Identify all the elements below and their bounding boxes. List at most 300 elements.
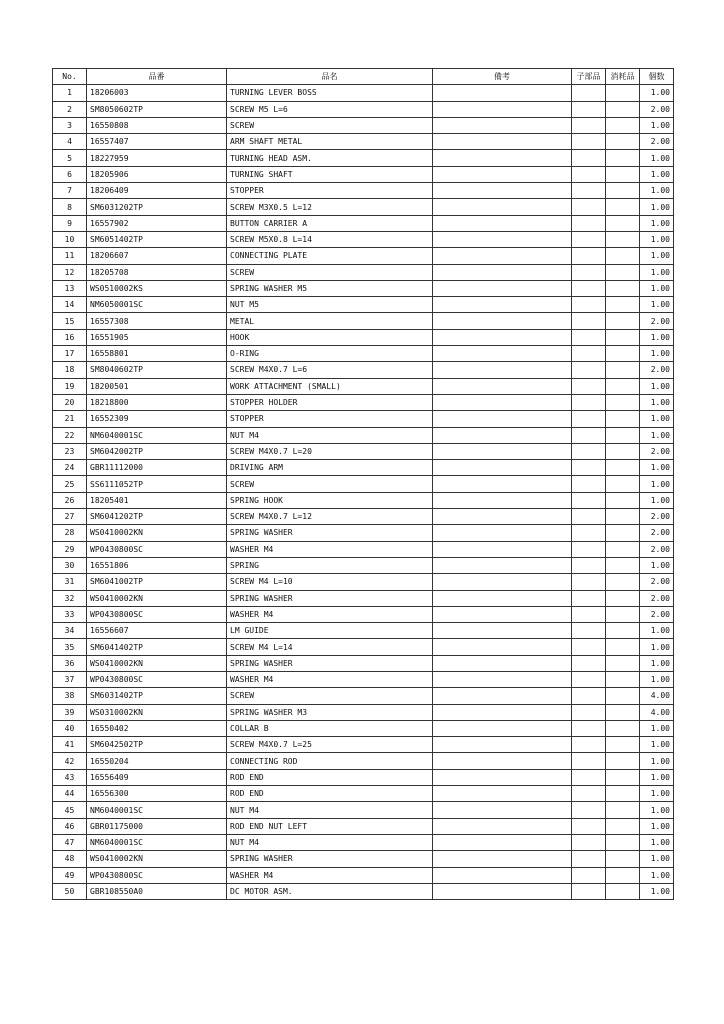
cell-part-name: SCREW M4X0.7 L=12	[227, 509, 433, 525]
cell-remarks	[433, 786, 572, 802]
cell-remarks	[433, 851, 572, 867]
table-row	[53, 362, 674, 378]
cell-quantity: 2.00	[640, 313, 674, 329]
cell-consumable	[606, 150, 640, 166]
cell-no: 36	[53, 655, 87, 671]
cell-part-number: 16556300	[87, 786, 227, 802]
cell-remarks	[433, 704, 572, 720]
cell-quantity: 2.00	[640, 590, 674, 606]
cell-consumable	[606, 264, 640, 280]
cell-consumable	[606, 215, 640, 231]
cell-quantity: 2.00	[640, 525, 674, 541]
cell-quantity: 1.00	[640, 460, 674, 476]
cell-remarks	[433, 867, 572, 883]
header-remarks: 備考	[433, 69, 572, 85]
cell-quantity: 1.00	[640, 867, 674, 883]
cell-part-number: SM6031402TP	[87, 688, 227, 704]
cell-no: 26	[53, 492, 87, 508]
cell-quantity: 1.00	[640, 411, 674, 427]
cell-child-part	[572, 802, 606, 818]
cell-part-number: SM8050602TP	[87, 101, 227, 117]
cell-child-part	[572, 867, 606, 883]
cell-quantity: 2.00	[640, 443, 674, 459]
table-row	[53, 834, 674, 850]
cell-quantity: 1.00	[640, 639, 674, 655]
cell-part-number: 18200501	[87, 378, 227, 394]
cell-part-number: WS0410002KN	[87, 525, 227, 541]
cell-part-number: WP0430800SC	[87, 671, 227, 687]
cell-consumable	[606, 818, 640, 834]
table-row	[53, 557, 674, 573]
cell-quantity: 2.00	[640, 362, 674, 378]
cell-part-name: SPRING WASHER	[227, 525, 433, 541]
cell-child-part	[572, 606, 606, 622]
cell-part-name: SCREW M5X0.8 L=14	[227, 231, 433, 247]
cell-consumable	[606, 834, 640, 850]
cell-part-name: ROD END NUT LEFT	[227, 818, 433, 834]
cell-part-name: SPRING WASHER	[227, 590, 433, 606]
cell-quantity: 1.00	[640, 818, 674, 834]
cell-child-part	[572, 509, 606, 525]
cell-remarks	[433, 264, 572, 280]
cell-remarks	[433, 231, 572, 247]
cell-child-part	[572, 231, 606, 247]
cell-part-name: SCREW M4X0.7 L=20	[227, 443, 433, 459]
cell-quantity: 4.00	[640, 688, 674, 704]
cell-consumable	[606, 183, 640, 199]
cell-part-name: NUT M4	[227, 834, 433, 850]
cell-quantity: 1.00	[640, 280, 674, 296]
cell-remarks	[433, 720, 572, 736]
cell-consumable	[606, 443, 640, 459]
table-row	[53, 867, 674, 883]
cell-consumable	[606, 231, 640, 247]
table-row	[53, 802, 674, 818]
cell-remarks	[433, 639, 572, 655]
cell-quantity: 1.00	[640, 753, 674, 769]
table-row	[53, 394, 674, 410]
cell-quantity: 1.00	[640, 492, 674, 508]
cell-part-number: 18206409	[87, 183, 227, 199]
cell-part-name: SCREW M3X0.5 L=12	[227, 199, 433, 215]
cell-part-number: 18227959	[87, 150, 227, 166]
cell-child-part	[572, 704, 606, 720]
cell-part-name: BUTTON CARRIER A	[227, 215, 433, 231]
cell-quantity: 1.00	[640, 737, 674, 753]
cell-child-part	[572, 541, 606, 557]
cell-consumable	[606, 720, 640, 736]
cell-remarks	[433, 460, 572, 476]
cell-part-name: CONNECTING ROD	[227, 753, 433, 769]
table-row	[53, 443, 674, 459]
cell-part-number: WP0430800SC	[87, 541, 227, 557]
cell-quantity: 1.00	[640, 394, 674, 410]
cell-no: 48	[53, 851, 87, 867]
table-row	[53, 786, 674, 802]
header-part-name: 品名	[227, 69, 433, 85]
cell-no: 31	[53, 574, 87, 590]
cell-child-part	[572, 623, 606, 639]
cell-part-number: GBR01175000	[87, 818, 227, 834]
cell-no: 39	[53, 704, 87, 720]
cell-quantity: 1.00	[640, 199, 674, 215]
cell-child-part	[572, 786, 606, 802]
cell-no: 7	[53, 183, 87, 199]
cell-remarks	[433, 313, 572, 329]
cell-quantity: 1.00	[640, 346, 674, 362]
cell-quantity: 1.00	[640, 557, 674, 573]
cell-part-number: 16550204	[87, 753, 227, 769]
cell-part-name: METAL	[227, 313, 433, 329]
cell-part-name: SCREW M4X0.7 L=25	[227, 737, 433, 753]
table-row	[53, 753, 674, 769]
cell-consumable	[606, 753, 640, 769]
cell-part-name: SCREW M4X0.7 L=6	[227, 362, 433, 378]
cell-part-name: NUT M4	[227, 802, 433, 818]
cell-no: 40	[53, 720, 87, 736]
cell-remarks	[433, 883, 572, 899]
cell-consumable	[606, 802, 640, 818]
cell-no: 6	[53, 166, 87, 182]
parts-list-table	[52, 68, 674, 900]
cell-no: 33	[53, 606, 87, 622]
cell-no: 29	[53, 541, 87, 557]
cell-no: 50	[53, 883, 87, 899]
table-row	[53, 720, 674, 736]
cell-remarks	[433, 737, 572, 753]
table-row	[53, 574, 674, 590]
cell-child-part	[572, 443, 606, 459]
cell-part-number: 18206003	[87, 85, 227, 101]
cell-remarks	[433, 346, 572, 362]
cell-part-name: STOPPER	[227, 411, 433, 427]
cell-no: 16	[53, 329, 87, 345]
cell-part-name: SCREW	[227, 476, 433, 492]
cell-part-name: NUT M4	[227, 427, 433, 443]
cell-part-number: 16557902	[87, 215, 227, 231]
cell-consumable	[606, 786, 640, 802]
cell-part-name: SCREW M4 L=14	[227, 639, 433, 655]
cell-child-part	[572, 280, 606, 296]
table-row	[53, 590, 674, 606]
cell-quantity: 1.00	[640, 117, 674, 133]
cell-quantity: 1.00	[640, 183, 674, 199]
table-row	[53, 541, 674, 557]
table-row	[53, 688, 674, 704]
cell-child-part	[572, 394, 606, 410]
cell-remarks	[433, 443, 572, 459]
cell-no: 38	[53, 688, 87, 704]
cell-part-name: STOPPER HOLDER	[227, 394, 433, 410]
table-row	[53, 671, 674, 687]
table-row	[53, 313, 674, 329]
table-row	[53, 851, 674, 867]
cell-no: 10	[53, 231, 87, 247]
cell-remarks	[433, 248, 572, 264]
cell-part-name: DRIVING ARM	[227, 460, 433, 476]
cell-quantity: 1.00	[640, 671, 674, 687]
cell-part-number: NM6050001SC	[87, 297, 227, 313]
cell-remarks	[433, 753, 572, 769]
cell-child-part	[572, 557, 606, 573]
cell-quantity: 1.00	[640, 248, 674, 264]
cell-quantity: 2.00	[640, 606, 674, 622]
cell-child-part	[572, 851, 606, 867]
cell-no: 4	[53, 134, 87, 150]
cell-remarks	[433, 655, 572, 671]
cell-no: 47	[53, 834, 87, 850]
cell-consumable	[606, 394, 640, 410]
cell-consumable	[606, 329, 640, 345]
table-row	[53, 183, 674, 199]
cell-quantity: 2.00	[640, 541, 674, 557]
cell-consumable	[606, 411, 640, 427]
cell-remarks	[433, 557, 572, 573]
cell-part-number: SS6111052TP	[87, 476, 227, 492]
cell-child-part	[572, 883, 606, 899]
cell-child-part	[572, 297, 606, 313]
cell-part-number: 16550808	[87, 117, 227, 133]
cell-part-name: TURNING HEAD ASM.	[227, 150, 433, 166]
cell-child-part	[572, 671, 606, 687]
cell-consumable	[606, 248, 640, 264]
cell-child-part	[572, 769, 606, 785]
table-row	[53, 248, 674, 264]
cell-child-part	[572, 818, 606, 834]
cell-no: 32	[53, 590, 87, 606]
cell-remarks	[433, 574, 572, 590]
cell-child-part	[572, 329, 606, 345]
cell-part-name: TURNING LEVER BOSS	[227, 85, 433, 101]
cell-remarks	[433, 525, 572, 541]
cell-part-number: 16557308	[87, 313, 227, 329]
cell-no: 30	[53, 557, 87, 573]
cell-remarks	[433, 476, 572, 492]
cell-remarks	[433, 818, 572, 834]
table-row	[53, 329, 674, 345]
cell-child-part	[572, 346, 606, 362]
cell-part-number: SM6031202TP	[87, 199, 227, 215]
cell-quantity: 1.00	[640, 802, 674, 818]
cell-no: 37	[53, 671, 87, 687]
cell-no: 41	[53, 737, 87, 753]
cell-child-part	[572, 166, 606, 182]
cell-child-part	[572, 264, 606, 280]
cell-consumable	[606, 280, 640, 296]
cell-no: 22	[53, 427, 87, 443]
cell-part-number: SM6041402TP	[87, 639, 227, 655]
cell-quantity: 4.00	[640, 704, 674, 720]
cell-part-number: WS0510002KS	[87, 280, 227, 296]
cell-remarks	[433, 427, 572, 443]
cell-consumable	[606, 346, 640, 362]
table-row	[53, 101, 674, 117]
cell-consumable	[606, 688, 640, 704]
cell-remarks	[433, 769, 572, 785]
table-row	[53, 411, 674, 427]
cell-part-number: NM6040001SC	[87, 834, 227, 850]
cell-remarks	[433, 150, 572, 166]
header-consumable: 消耗品	[606, 69, 640, 85]
cell-consumable	[606, 85, 640, 101]
cell-consumable	[606, 606, 640, 622]
cell-remarks	[433, 117, 572, 133]
cell-child-part	[572, 525, 606, 541]
cell-quantity: 1.00	[640, 476, 674, 492]
table-row	[53, 737, 674, 753]
cell-no: 17	[53, 346, 87, 362]
table-row	[53, 509, 674, 525]
cell-part-number: 16556409	[87, 769, 227, 785]
table-row	[53, 818, 674, 834]
cell-no: 2	[53, 101, 87, 117]
cell-child-part	[572, 183, 606, 199]
cell-no: 45	[53, 802, 87, 818]
table-row	[53, 264, 674, 280]
cell-consumable	[606, 297, 640, 313]
cell-child-part	[572, 101, 606, 117]
cell-quantity: 1.00	[640, 215, 674, 231]
cell-part-number: 18205906	[87, 166, 227, 182]
table-row	[53, 199, 674, 215]
cell-no: 9	[53, 215, 87, 231]
table-row	[53, 280, 674, 296]
cell-part-name: ROD END	[227, 786, 433, 802]
cell-part-number: 16557407	[87, 134, 227, 150]
table-row	[53, 215, 674, 231]
cell-quantity: 1.00	[640, 834, 674, 850]
cell-no: 43	[53, 769, 87, 785]
cell-part-number: WS0410002KN	[87, 851, 227, 867]
cell-part-number: SM6041002TP	[87, 574, 227, 590]
cell-no: 12	[53, 264, 87, 280]
cell-no: 35	[53, 639, 87, 655]
cell-part-number: 16556607	[87, 623, 227, 639]
cell-remarks	[433, 378, 572, 394]
cell-quantity: 1.00	[640, 297, 674, 313]
table-row	[53, 492, 674, 508]
cell-no: 1	[53, 85, 87, 101]
cell-quantity: 1.00	[640, 769, 674, 785]
cell-consumable	[606, 867, 640, 883]
cell-quantity: 1.00	[640, 623, 674, 639]
cell-part-name: O-RING	[227, 346, 433, 362]
cell-remarks	[433, 85, 572, 101]
cell-child-part	[572, 460, 606, 476]
cell-remarks	[433, 362, 572, 378]
table-row	[53, 460, 674, 476]
cell-part-name: STOPPER	[227, 183, 433, 199]
cell-no: 27	[53, 509, 87, 525]
cell-child-part	[572, 117, 606, 133]
cell-remarks	[433, 606, 572, 622]
cell-remarks	[433, 199, 572, 215]
cell-consumable	[606, 704, 640, 720]
cell-part-name: NUT M5	[227, 297, 433, 313]
cell-no: 23	[53, 443, 87, 459]
cell-part-name: SPRING WASHER M5	[227, 280, 433, 296]
cell-part-name: LM GUIDE	[227, 623, 433, 639]
table-header-row	[53, 69, 674, 85]
table-row	[53, 639, 674, 655]
cell-consumable	[606, 639, 640, 655]
cell-part-name: WASHER M4	[227, 606, 433, 622]
cell-quantity: 1.00	[640, 378, 674, 394]
cell-part-number: GBR11112000	[87, 460, 227, 476]
cell-consumable	[606, 476, 640, 492]
cell-child-part	[572, 492, 606, 508]
header-part-number: 品番	[87, 69, 227, 85]
cell-part-name: SCREW M5 L=6	[227, 101, 433, 117]
cell-no: 44	[53, 786, 87, 802]
table-row	[53, 166, 674, 182]
cell-part-number: 18205708	[87, 264, 227, 280]
cell-consumable	[606, 166, 640, 182]
cell-remarks	[433, 101, 572, 117]
cell-quantity: 1.00	[640, 166, 674, 182]
table-row	[53, 150, 674, 166]
cell-part-name: SPRING	[227, 557, 433, 573]
table-row	[53, 231, 674, 247]
cell-child-part	[572, 199, 606, 215]
cell-consumable	[606, 313, 640, 329]
cell-consumable	[606, 655, 640, 671]
cell-part-name: ROD END	[227, 769, 433, 785]
cell-no: 19	[53, 378, 87, 394]
cell-consumable	[606, 199, 640, 215]
cell-child-part	[572, 753, 606, 769]
cell-remarks	[433, 215, 572, 231]
cell-quantity: 2.00	[640, 134, 674, 150]
cell-no: 25	[53, 476, 87, 492]
cell-child-part	[572, 411, 606, 427]
cell-child-part	[572, 639, 606, 655]
table-row	[53, 346, 674, 362]
cell-no: 13	[53, 280, 87, 296]
cell-part-number: 16550402	[87, 720, 227, 736]
table-row	[53, 525, 674, 541]
cell-part-number: SM6042502TP	[87, 737, 227, 753]
table-row	[53, 769, 674, 785]
cell-child-part	[572, 85, 606, 101]
cell-part-number: WP0430800SC	[87, 606, 227, 622]
cell-child-part	[572, 737, 606, 753]
cell-consumable	[606, 134, 640, 150]
cell-child-part	[572, 313, 606, 329]
cell-quantity: 1.00	[640, 85, 674, 101]
cell-no: 49	[53, 867, 87, 883]
cell-remarks	[433, 541, 572, 557]
cell-part-name: SPRING WASHER	[227, 851, 433, 867]
cell-quantity: 2.00	[640, 574, 674, 590]
cell-no: 8	[53, 199, 87, 215]
cell-part-name: HOOK	[227, 329, 433, 345]
cell-remarks	[433, 329, 572, 345]
cell-no: 5	[53, 150, 87, 166]
cell-part-name: DC MOTOR ASM.	[227, 883, 433, 899]
cell-part-number: 18218800	[87, 394, 227, 410]
cell-remarks	[433, 671, 572, 687]
cell-part-number: SM6051402TP	[87, 231, 227, 247]
cell-part-number: 16551905	[87, 329, 227, 345]
cell-part-name: SCREW	[227, 117, 433, 133]
cell-no: 24	[53, 460, 87, 476]
cell-child-part	[572, 134, 606, 150]
cell-child-part	[572, 688, 606, 704]
cell-consumable	[606, 117, 640, 133]
cell-child-part	[572, 834, 606, 850]
cell-quantity: 1.00	[640, 231, 674, 247]
